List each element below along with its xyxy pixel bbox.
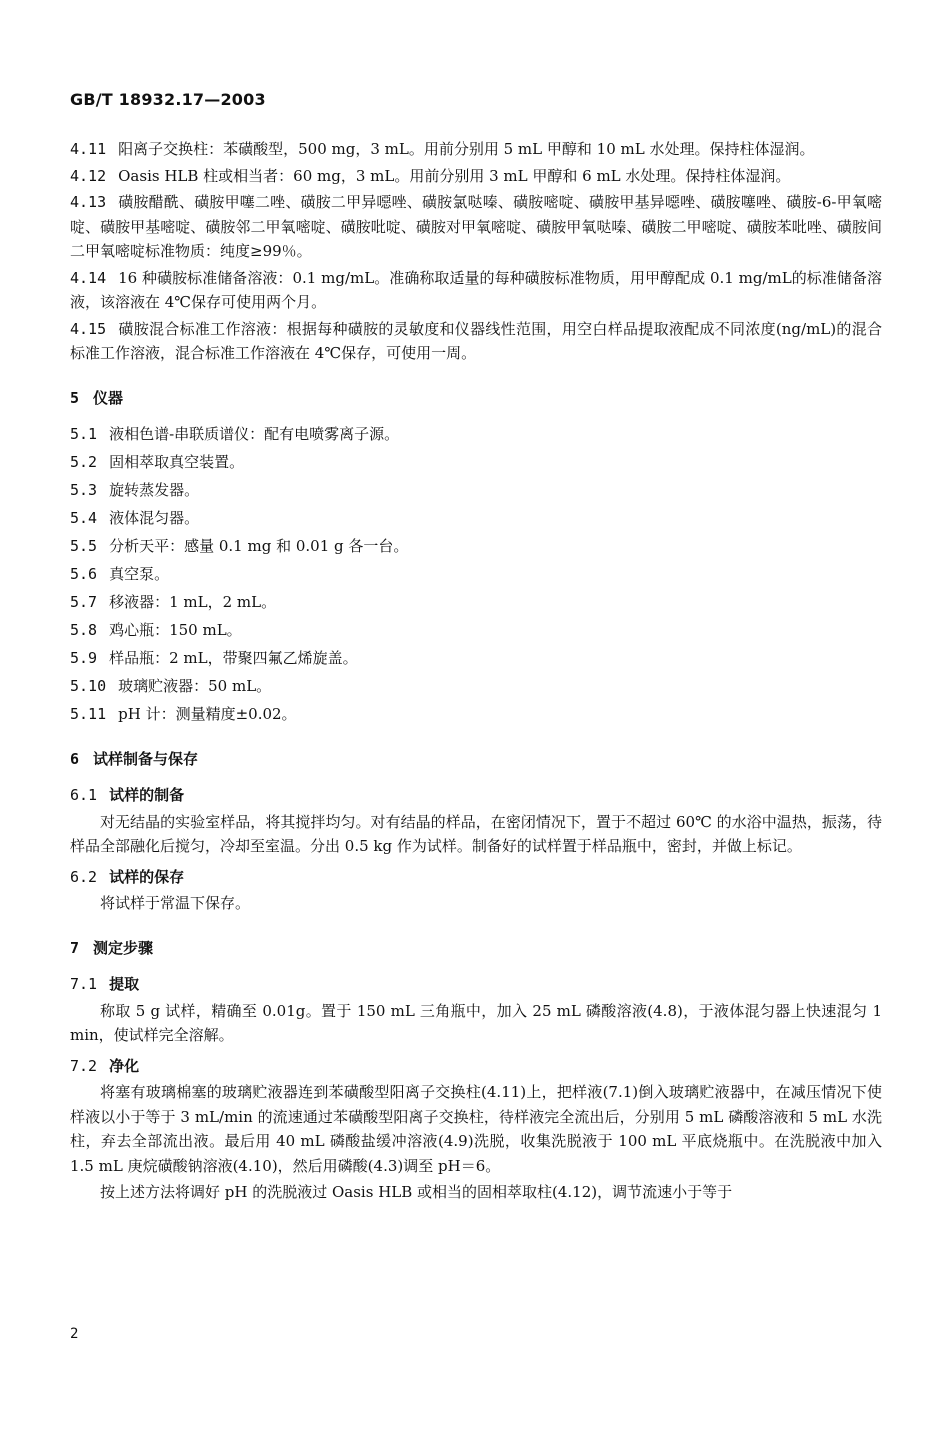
page-content bbox=[70, 137, 882, 1205]
list-item bbox=[70, 478, 882, 503]
clause-text: 液体混匀器。 bbox=[109, 509, 200, 527]
list-item bbox=[70, 646, 882, 671]
subsection-heading bbox=[70, 865, 882, 890]
list-item bbox=[70, 562, 882, 587]
list-item bbox=[70, 450, 882, 475]
standard-code: GB/T 18932.17—2003 bbox=[70, 90, 266, 109]
section-heading-procedure bbox=[70, 936, 882, 961]
instrument-list bbox=[70, 422, 882, 727]
subsection-title: 试样的保存 bbox=[109, 867, 185, 886]
clause-4-15 bbox=[70, 317, 882, 366]
clause-text: 液相色谱-串联质谱仪：配有电喷雾离子源。 bbox=[109, 425, 400, 443]
clause-text: 磺胺混合标准工作溶液：根据每种磺胺的灵敏度和仪器线性范围，用空白样品提取液配成不同浓度(ng/mL)的混合标准工作溶液，混合标准工作溶液在 4℃保存，可使用一周。 bbox=[70, 319, 882, 362]
body-paragraph: 将塞有玻璃棉塞的玻璃贮液器连到苯磺酸型阳离子交换柱(4.11)上，把样液(7.1)倒入玻璃贮液器中，在减压情况下使样液以小于等于 3 mL/min 的流速通过苯磺酸型阳离子交换柱，待样液完全流出后，分别用 5 mL 磷酸溶液和 5 mL 水洗柱，弃去全部流出液。最后用 40 mL 磷酸盐缓冲溶液(4.9)洗脱，收集洗脱液于 100 mL 平底烧瓶中。在洗脱液中加入 1.5 mL 庚烷磺酸钠溶液(4.10)，然后用磷酸(4.3)调至 pH＝6。 bbox=[70, 1083, 882, 1175]
section-heading-instruments bbox=[70, 386, 882, 411]
clause-number: 5.11 bbox=[70, 705, 107, 723]
subsection-heading bbox=[70, 783, 882, 808]
clause-text: 固相萃取真空装置。 bbox=[109, 453, 245, 471]
clause-number: 5.10 bbox=[70, 677, 107, 695]
subsection-heading bbox=[70, 1054, 882, 1079]
subsection-number: 7.1 bbox=[70, 975, 98, 993]
clause-number: 5.4 bbox=[70, 509, 98, 527]
list-item bbox=[70, 618, 882, 643]
page-number: 2 bbox=[70, 1326, 79, 1342]
section-number: 6 bbox=[70, 749, 80, 768]
clause-number: 4.15 bbox=[70, 319, 107, 338]
clause-text: 阳离子交换柱：苯磺酸型，500 mg，3 mL。用前分别用 5 mL 甲醇和 10 mL 水处理。保持柱体湿润。 bbox=[118, 140, 815, 158]
section-heading-sample-prep bbox=[70, 747, 882, 772]
body-paragraph: 按上述方法将调好 pH 的洗脱液过 Oasis HLB 或相当的固相萃取柱(4.12)，调节流速小于等于 bbox=[100, 1183, 733, 1201]
section-title: 仪器 bbox=[93, 388, 124, 407]
clause-number: 5.7 bbox=[70, 593, 98, 611]
section-number: 7 bbox=[70, 938, 80, 957]
list-item bbox=[70, 534, 882, 559]
subsection-title: 净化 bbox=[109, 1056, 140, 1075]
subsection-title: 提取 bbox=[109, 975, 140, 993]
list-item bbox=[70, 506, 882, 531]
clause-number: 4.13 bbox=[70, 193, 107, 211]
clause-text: pH 计：测量精度±0.02。 bbox=[118, 705, 297, 723]
body-paragraph: 对无结晶的实验室样品，将其搅拌均匀。对有结晶的样品，在密闭情况下，置于不超过 60℃ 的水浴中温热，振荡，待样品全部融化后搅匀，冷却至室温。分出 0.5 kg 作为试样。制备好的试样置于样品瓶中，密封，并做上标记。 bbox=[70, 812, 882, 855]
clause-text: 磺胺醋酰、磺胺甲噻二唑、磺胺二甲异噁唑、磺胺氯哒嗪、磺胺嘧啶、磺胺甲基异噁唑、磺胺噻唑、磺胺-6-甲氧嘧啶、磺胺甲基嘧啶、磺胺邻二甲氧嘧啶、磺胺吡啶、磺胺对甲氧嘧啶、磺胺甲氧哒嗪、磺胺二甲嘧啶、磺胺苯吡唑、磺胺间二甲氧嘧啶标准物质：纯度≥99％。 bbox=[70, 193, 882, 260]
clause-number: 5.8 bbox=[70, 621, 98, 639]
subsection-number: 6.2 bbox=[70, 867, 98, 886]
clause-text: Oasis HLB 柱或相当者：60 mg，3 mL。用前分别用 3 mL 甲醇和 6 mL 水处理。保持柱体湿润。 bbox=[118, 166, 791, 185]
clause-number: 5.3 bbox=[70, 481, 98, 499]
subsection-heading bbox=[70, 972, 882, 997]
section-number: 5 bbox=[70, 388, 80, 407]
clause-text: 鸡心瓶：150 mL。 bbox=[109, 621, 242, 639]
clause-number: 5.9 bbox=[70, 649, 98, 667]
clause-text: 移液器：1 mL，2 mL。 bbox=[109, 593, 277, 611]
clause-number: 5.6 bbox=[70, 565, 98, 583]
list-item bbox=[70, 702, 882, 727]
clause-text: 旋转蒸发器。 bbox=[109, 481, 200, 499]
subsection-number: 6.1 bbox=[70, 786, 98, 804]
clause-text: 真空泵。 bbox=[109, 565, 170, 583]
clause-4-14 bbox=[70, 266, 882, 315]
list-item bbox=[70, 674, 882, 699]
clause-number: 4.11 bbox=[70, 140, 107, 158]
clause-4-13 bbox=[70, 190, 882, 264]
clause-text: 16 种磺胺标准储备溶液：0.1 mg/mL。准确称取适量的每种磺胺标准物质，用甲醇配成 0.1 mg/mL的标准储备溶液，该溶液在 4℃保存可使用两个月。 bbox=[70, 268, 882, 311]
subsection-number: 7.2 bbox=[70, 1056, 98, 1075]
section-title: 测定步骤 bbox=[93, 938, 154, 957]
clause-text: 样品瓶：2 mL，带聚四氟乙烯旋盖。 bbox=[109, 649, 358, 667]
clause-number: 4.12 bbox=[70, 166, 107, 185]
section-title: 试样制备与保存 bbox=[93, 749, 199, 768]
list-item bbox=[70, 422, 882, 447]
clause-number: 4.14 bbox=[70, 268, 107, 287]
body-paragraph: 将试样于常温下保存。 bbox=[100, 894, 251, 912]
subsection-title: 试样的制备 bbox=[109, 786, 185, 804]
clause-number: 5.1 bbox=[70, 425, 98, 443]
clause-number: 5.2 bbox=[70, 453, 98, 471]
clause-4-12 bbox=[70, 164, 882, 189]
clause-number: 5.5 bbox=[70, 537, 98, 555]
list-item bbox=[70, 590, 882, 615]
clause-text: 分析天平：感量 0.1 mg 和 0.01 g 各一台。 bbox=[109, 537, 409, 555]
body-paragraph: 称取 5 g 试样，精确至 0.01g。置于 150 mL 三角瓶中，加入 25 mL 磷酸溶液(4.8)，于液体混匀器上快速混匀 1 min，使试样完全溶解。 bbox=[70, 1001, 882, 1044]
clause-text: 玻璃贮液器：50 mL。 bbox=[118, 677, 272, 695]
clause-4-11 bbox=[70, 137, 882, 162]
